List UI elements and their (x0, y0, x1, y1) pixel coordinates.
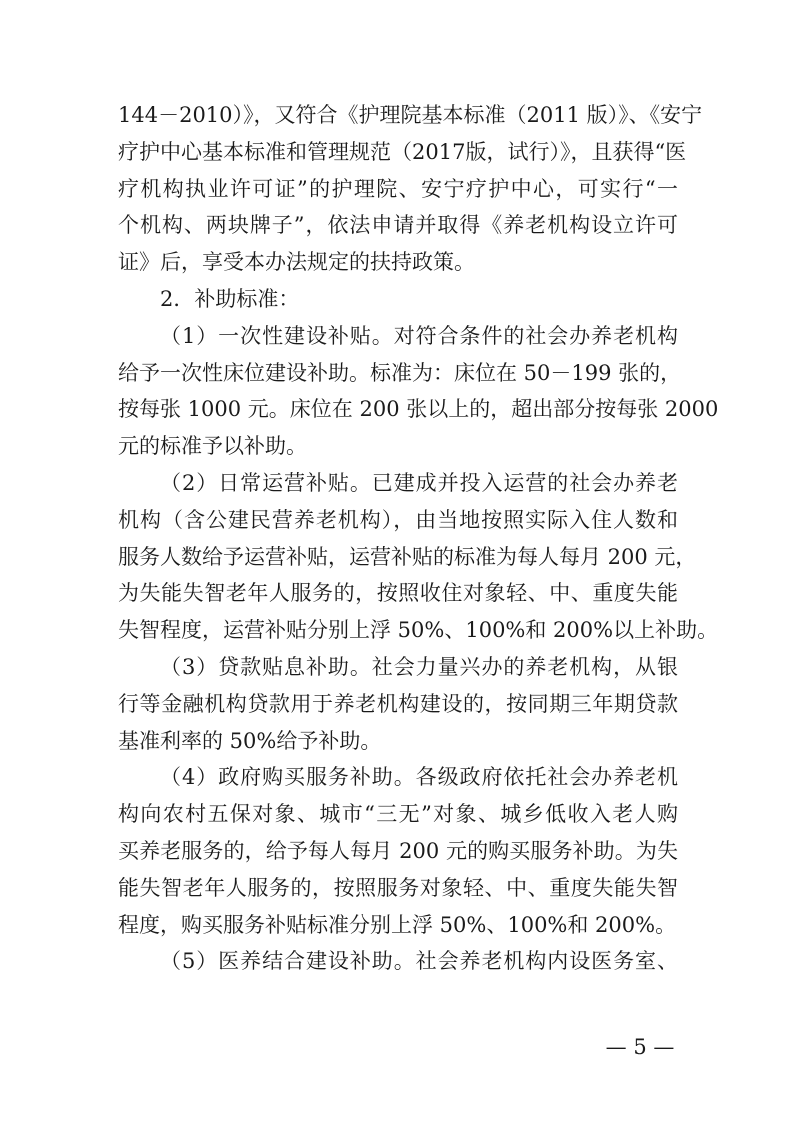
text-line: （1）一次性建设补贴。对符合条件的社会办养老机构 (160, 324, 678, 348)
text-line: （2）日常运营补贴。已建成并投入运营的社会办养老 (160, 471, 678, 495)
text-line: 按每张 1000 元。床位在 200 张以上的，超出部分按每张 2000 (118, 397, 719, 421)
text-line: 失智程度，运营补贴分别上浮 50%、100%和 200%以上补助。 (118, 618, 719, 642)
text-line: 买养老服务的，给予每人每月 200 元的购买服务补助。为失 (118, 839, 678, 863)
text-line: 基准利率的 50%给予补助。 (118, 729, 382, 753)
text-line: 144－2010）》，又符合《护理院基本标准（2011 版）》、《安宁 (118, 103, 703, 127)
text-line: 证》后，享受本办法规定的扶持政策。 (118, 250, 475, 274)
text-line: 行等金融机构贷款用于养老机构建设的，按同期三年期贷款 (118, 692, 678, 716)
page-number: — 5 — (605, 1035, 675, 1059)
text-line: 给予一次性床位建设补助。标准为：床位在 50－199 张的， (118, 361, 682, 385)
text-line: 个机构、两块牌子”，依法申请并取得《养老机构设立许可 (118, 213, 678, 237)
text-line: 疗机构执业许可证”的护理院、安宁疗护中心，可实行“一 (118, 177, 678, 201)
text-line: 程度，购买服务补贴标准分别上浮 50%、100%和 200%。 (118, 913, 677, 937)
text-line: 机构（含公建民营养老机构），由当地按照实际入住人数和 (118, 508, 678, 532)
text-line: （3）贷款贴息补助。社会力量兴办的养老机构，从银 (160, 655, 678, 679)
text-line: 能失智老年人服务的，按照服务对象轻、中、重度失能失智 (118, 876, 678, 900)
text-line: 为失能失智老年人服务的，按照收住对象轻、中、重度失能 (118, 581, 678, 605)
text-line: 疗护中心基本标准和管理规范（2017版，试行）》，且获得“医 (118, 140, 687, 164)
text-line: 元的标准予以补助。 (118, 434, 307, 458)
section-heading: 2．补助标准： (160, 287, 300, 311)
text-line: （4）政府购买服务补助。各级政府依托社会办养老机 (160, 765, 678, 789)
text-line: 服务人数给予运营补贴，运营补贴的标准为每人每月 200 元， (118, 545, 697, 569)
text-line: 构向农村五保对象、城市“三无”对象、城乡低收入老人购 (118, 802, 678, 826)
text-line: （5）医养结合建设补助。社会养老机构内设医务室、 (160, 949, 678, 973)
